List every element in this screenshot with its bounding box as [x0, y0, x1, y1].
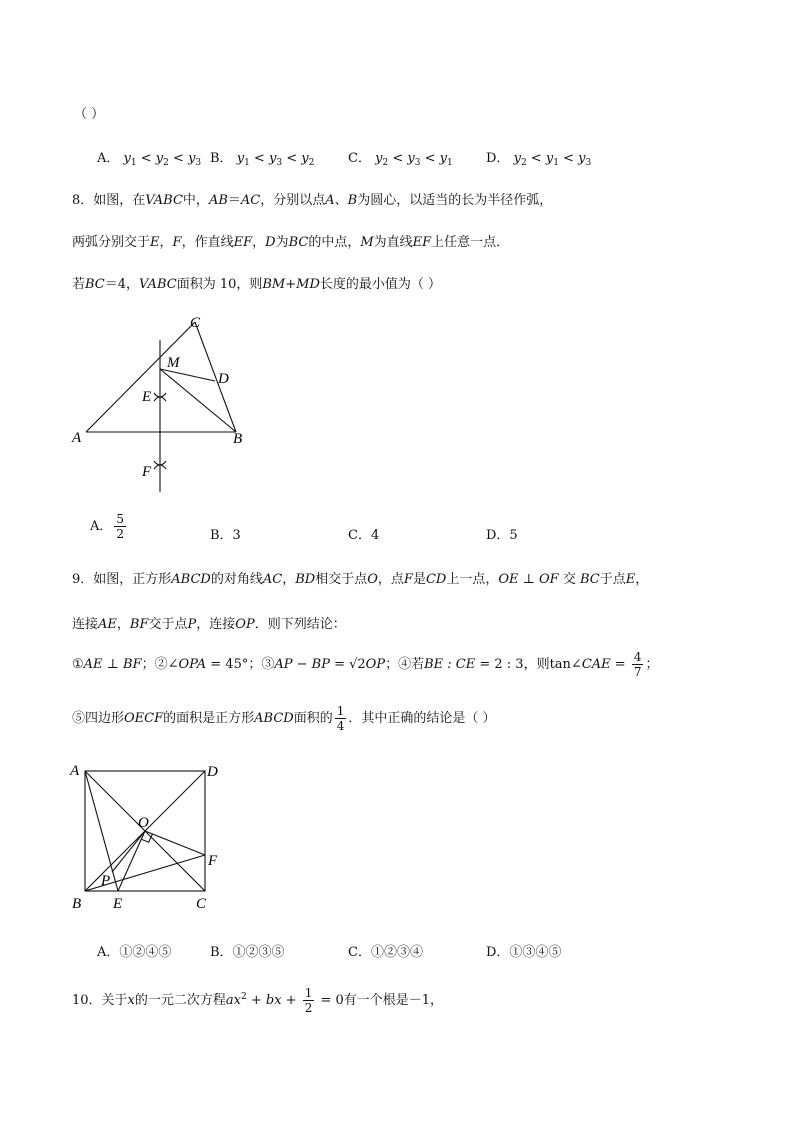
- fraction: [114, 512, 126, 541]
- q7-option-a: [97, 147, 201, 168]
- text: 两弧分别交于: [72, 235, 151, 250]
- option-label: B．: [210, 151, 233, 166]
- triangle-symbol: VABC: [139, 277, 177, 292]
- label-b: B: [233, 431, 243, 447]
- var: y: [268, 151, 277, 166]
- text: 于点: [599, 572, 626, 587]
- text: = 0: [316, 993, 344, 1008]
- label-b: B: [72, 896, 82, 912]
- text: ；: [645, 657, 659, 672]
- text: ＝4，: [104, 277, 140, 292]
- var: y: [375, 151, 383, 166]
- var: B: [347, 193, 358, 208]
- var: A: [325, 193, 335, 208]
- text: ⑤四边形: [72, 711, 125, 726]
- label-c: C: [196, 896, 207, 912]
- var: ABCD: [254, 711, 294, 726]
- text: tan∠: [549, 657, 582, 672]
- text: 有一个根是－1，: [343, 993, 444, 1008]
- text: 的中点，: [308, 235, 361, 250]
- label-d: D: [218, 371, 229, 387]
- subscript: 2: [163, 158, 169, 168]
- segment-oe: [118, 831, 145, 891]
- text: 的对角线: [210, 572, 263, 587]
- var: F: [172, 235, 182, 250]
- side-ac: [86, 322, 195, 432]
- operator: <: [526, 151, 546, 166]
- text: 的一元二次方程: [134, 993, 226, 1008]
- text: = 45°: [206, 657, 249, 672]
- text: =: [610, 657, 630, 672]
- subscript: 2: [382, 158, 389, 168]
- label-e: E: [113, 896, 123, 912]
- var: y: [513, 151, 521, 166]
- label-f: F: [142, 464, 152, 480]
- var: OP: [235, 617, 255, 632]
- option-label: A．: [97, 151, 120, 166]
- var: y: [439, 151, 447, 166]
- text: 交于点: [148, 617, 188, 632]
- var: OE: [498, 572, 519, 587]
- denominator: 2: [304, 1001, 313, 1015]
- q7-answer-paren: （ ）: [74, 107, 105, 122]
- numerator: 5: [116, 512, 125, 526]
- subscript: 1: [446, 158, 453, 168]
- var: M: [360, 235, 374, 250]
- var: y: [407, 151, 415, 166]
- var: BD: [295, 572, 316, 587]
- option-label: D．: [486, 151, 510, 166]
- var: OF: [539, 572, 559, 587]
- subscript: 2: [308, 158, 315, 168]
- option-label: C．: [348, 151, 371, 166]
- text: ，连接: [196, 617, 236, 632]
- var: OECF: [124, 711, 164, 726]
- q9-option-d: D．①③④⑤: [486, 945, 562, 960]
- text: 、: [334, 193, 348, 208]
- var: E: [625, 572, 636, 587]
- var: BC: [579, 572, 600, 587]
- operator: <: [282, 151, 302, 166]
- text: ，: [116, 617, 130, 632]
- q8-option-b: B．3: [210, 528, 241, 543]
- var: y: [301, 151, 309, 166]
- var: BC: [85, 277, 105, 292]
- text: 面积的: [293, 711, 333, 726]
- subscript: 3: [414, 158, 421, 168]
- text: ．其中正确的结论是（ ）: [348, 711, 496, 726]
- q8-option-a: [90, 512, 128, 541]
- var: AE: [98, 617, 117, 632]
- text: 8．如图，在: [72, 193, 146, 208]
- label-o: O: [138, 815, 149, 831]
- var: AB: [208, 193, 228, 208]
- q8-option-d: D．5: [486, 528, 518, 543]
- label-a: A: [70, 763, 80, 779]
- operator: <: [388, 151, 408, 166]
- q8-line-2: [72, 231, 509, 250]
- q7-option-d: [486, 147, 591, 168]
- text: 10．关于: [72, 993, 128, 1008]
- text: ，: [282, 572, 296, 587]
- numerator: 4: [633, 650, 642, 664]
- q10-line-1: [72, 986, 443, 1015]
- subscript: 1: [244, 158, 250, 168]
- text: 上任意一点．: [431, 235, 510, 250]
- operator: <: [420, 151, 440, 166]
- text: 若: [72, 277, 86, 292]
- numerator: 1: [336, 704, 345, 718]
- q9-line-2: [72, 613, 346, 632]
- subscript: 1: [130, 158, 137, 168]
- numerator: 1: [304, 986, 313, 1000]
- var: OP: [365, 657, 386, 672]
- segment-of: [145, 831, 205, 855]
- text: 为圆心，以适当的长为半径作弧，: [357, 193, 553, 208]
- text: ；③: [248, 657, 275, 672]
- var: + bx +: [246, 993, 301, 1008]
- subscript: 3: [585, 158, 592, 168]
- text: 9．如图，正方形: [72, 572, 172, 587]
- var: CD: [425, 572, 447, 587]
- label-m: M: [167, 355, 180, 371]
- subscript: 1: [553, 158, 559, 168]
- var: EF: [233, 235, 253, 250]
- denominator: 4: [336, 719, 345, 733]
- var: ABCD: [171, 572, 211, 587]
- text: ，点: [377, 572, 404, 587]
- operator: <: [558, 151, 579, 166]
- label-d: D: [207, 764, 218, 780]
- text: 交: [558, 572, 580, 587]
- superscript: 2: [241, 992, 247, 1002]
- var: y: [545, 151, 554, 166]
- text: 的面积是正方形: [163, 711, 255, 726]
- text: 是: [412, 572, 426, 587]
- text: 上一点，: [446, 572, 499, 587]
- var: CAE: [581, 657, 611, 672]
- q8-line-3: [72, 273, 441, 292]
- var: AC: [262, 572, 283, 587]
- text: ；④若: [385, 657, 425, 672]
- q8-option-c: C．4: [348, 528, 380, 543]
- text: = √2: [329, 657, 366, 672]
- text: ①: [72, 657, 84, 672]
- fraction: [303, 986, 315, 1015]
- var: AE: [83, 657, 103, 672]
- label-e: E: [142, 389, 152, 405]
- text: 连接: [72, 617, 99, 632]
- text: ＝: [227, 193, 241, 208]
- text: ；②: [141, 657, 168, 672]
- text: ，则: [523, 657, 550, 672]
- q9-option-b: B．①②③⑤: [210, 945, 285, 960]
- text: 中，: [182, 193, 209, 208]
- var: y: [188, 151, 196, 166]
- q9-option-c: C．①②③④: [348, 945, 423, 960]
- text: ⊥: [518, 572, 539, 587]
- operator: <: [249, 151, 269, 166]
- var: BM+MD: [262, 277, 320, 292]
- var: F: [403, 572, 413, 587]
- var: BF: [123, 657, 142, 672]
- var: y: [123, 151, 131, 166]
- text: ．则下列结论：: [254, 617, 346, 632]
- text: 为: [275, 235, 289, 250]
- var: EF: [412, 235, 432, 250]
- label-f: F: [208, 853, 218, 869]
- text: ，分别以点: [260, 193, 326, 208]
- text: = 2 : 3: [475, 657, 524, 672]
- text: ，: [635, 572, 649, 587]
- q9-line-4: [72, 704, 496, 733]
- var: y: [236, 151, 245, 166]
- text: ，作直线: [181, 235, 234, 250]
- text: 面积为 10，则: [176, 277, 263, 292]
- var: O: [367, 572, 378, 587]
- var: x: [127, 993, 135, 1008]
- operator: <: [136, 151, 156, 166]
- q9-square-figure: [60, 755, 240, 915]
- var: y: [155, 151, 164, 166]
- var: E: [150, 235, 160, 250]
- var: ax: [225, 993, 241, 1008]
- q7-option-b: [210, 147, 314, 168]
- text: 为直线: [373, 235, 413, 250]
- option-label: A．: [90, 519, 113, 534]
- label-c: C: [190, 315, 201, 331]
- var: BC: [288, 235, 309, 250]
- var: AC: [240, 193, 261, 208]
- var: y: [578, 151, 586, 166]
- denominator: 7: [633, 665, 642, 679]
- var: D: [265, 235, 276, 250]
- q9-option-a: A．①②④⑤: [97, 945, 172, 960]
- q9-line-3: [72, 650, 658, 679]
- q8-triangle-figure: [60, 305, 280, 505]
- var: BE : CE: [424, 657, 476, 672]
- var: ∠OPA: [167, 657, 207, 672]
- var: P: [187, 617, 197, 632]
- subscript: 3: [276, 158, 283, 168]
- text: 相交于点: [315, 572, 368, 587]
- label-p: P: [101, 873, 111, 889]
- subscript: 2: [520, 158, 527, 168]
- var: BF: [129, 617, 149, 632]
- fraction: [335, 704, 347, 733]
- var: AP − BP: [274, 657, 330, 672]
- q8-line-1: [72, 189, 552, 208]
- subscript: 3: [195, 158, 202, 168]
- operator: <: [168, 151, 189, 166]
- fraction: [632, 650, 644, 679]
- text: ⊥: [102, 657, 124, 672]
- text: ，: [252, 235, 266, 250]
- label-a: A: [72, 430, 82, 446]
- text: 长度的最小值为（ ）: [319, 277, 442, 292]
- q7-option-c: [348, 147, 453, 168]
- denominator: 2: [116, 527, 125, 541]
- triangle-symbol: VABC: [145, 193, 183, 208]
- q9-line-1: [72, 568, 648, 587]
- text: ，: [159, 235, 173, 250]
- segment-op: [112, 831, 145, 872]
